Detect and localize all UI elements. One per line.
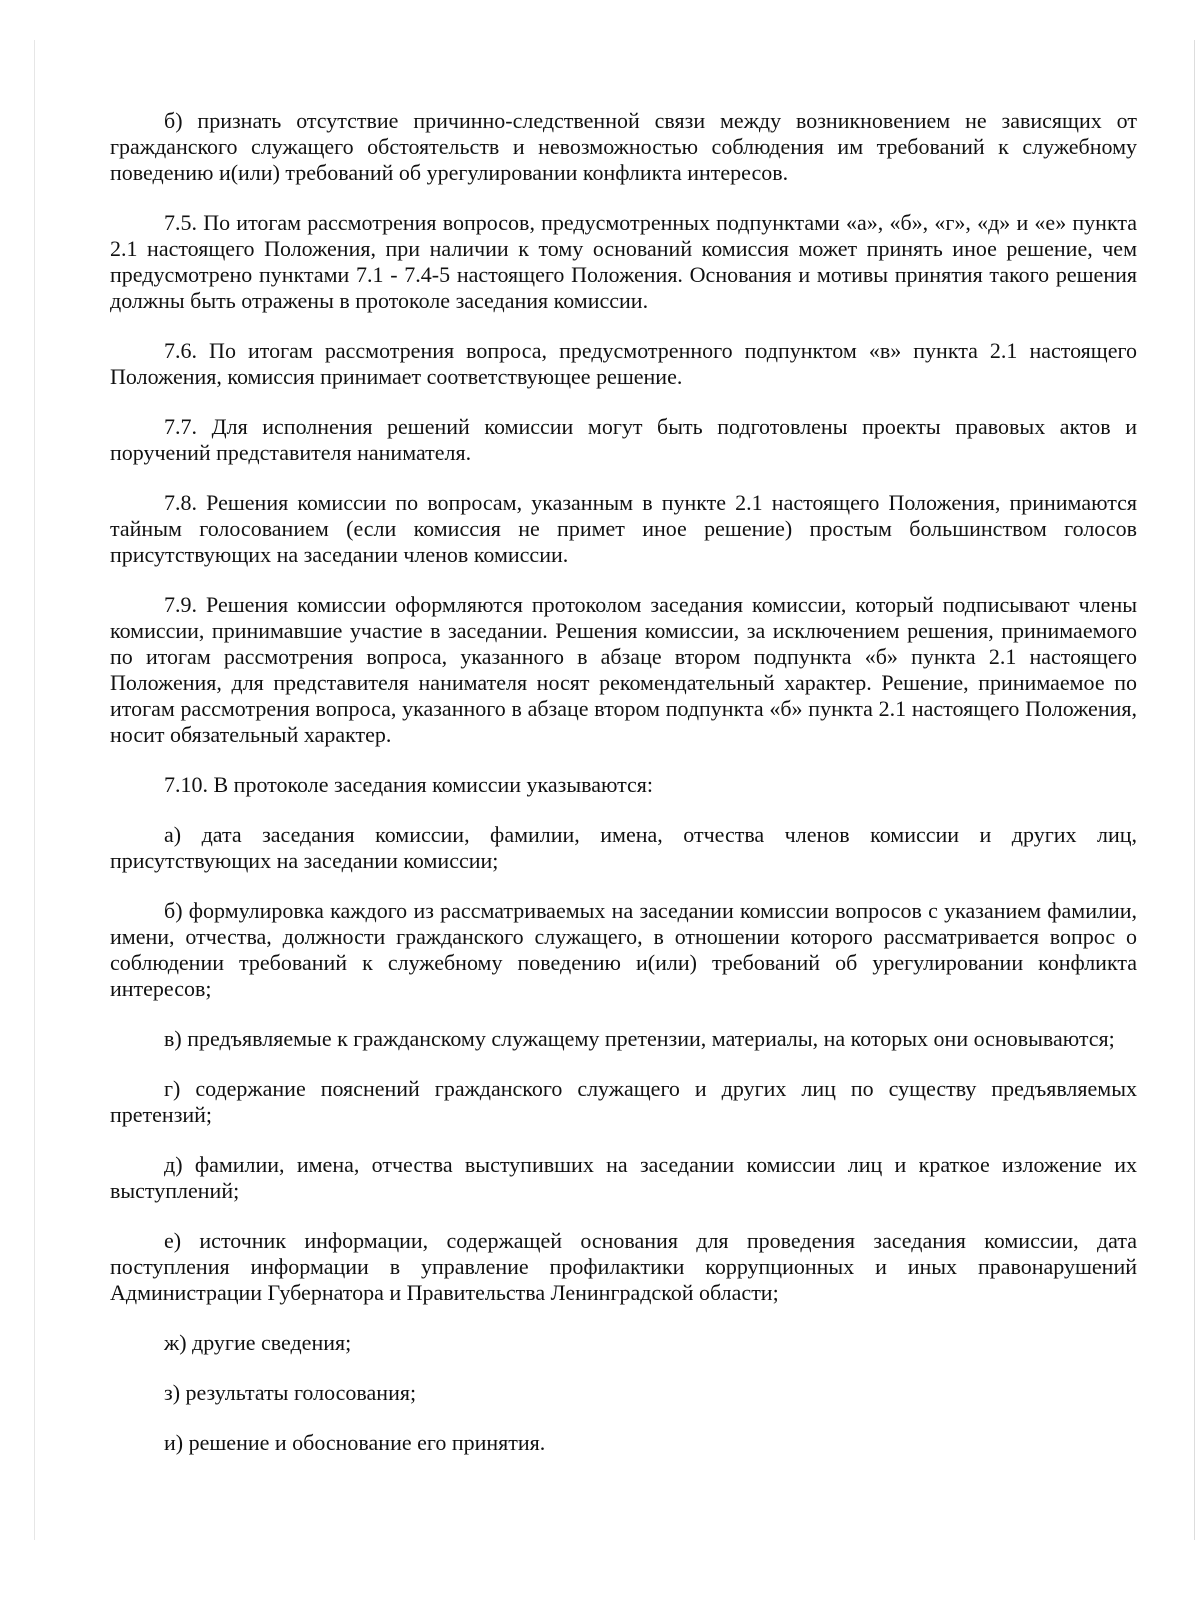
paragraph-7-10: 7.10. В протоколе заседания комиссии указываются: [164,772,653,797]
list-item-z: з) результаты голосования; [164,1380,417,1405]
document-body [110,108,1137,1480]
list-item-g: г) содержание пояснений гражданского служащего и других лиц по существу предъявляемых претензий; [110,1076,1137,1127]
list-item-i: и) решение и обоснование его принятия. [164,1430,546,1455]
paragraph-7-9: 7.9. Решения комиссии оформляются протоколом заседания комиссии, который подписывают члены комиссии, принимавшие участие в заседании. Решения комиссии, за исключением решения, принимаемого по итогам рассмотрения вопроса, указанного в абзаце втором подпункта «б» пункта 2.1 настоящего Положения, для представителя нанимателя носят рекомендательный характер. Решение, принимаемое по итогам рассмотрения вопроса, указанного в абзаце втором подпункта «б» пункта 2.1 настоящего Положения, носит обязательный характер. [110,592,1137,747]
list-item-zh: ж) другие сведения; [164,1330,352,1355]
scan-edge-right [1194,40,1195,1540]
list-item-a: а) дата заседания комиссии, фамилии, имена, отчества членов комиссии и других лиц, присутствующих на заседании комиссии; [110,822,1137,873]
paragraph-7-5: 7.5. По итогам рассмотрения вопросов, предусмотренных подпунктами «а», «б», «г», «д» и «е» пункта 2.1 настоящего Положения, при наличии к тому оснований комиссия может принять иное решение, чем предусмотрено пунктами 7.1 - 7.4-5 настоящего Положения. Основания и мотивы принятия такого решения должны быть отражены в протоколе заседания комиссии. [110,210,1137,313]
paragraph-b-recognize-no-causal-link: б) признать отсутствие причинно-следственной связи между возникновением не зависящих от гражданского служащего обстоятельств и невозможностью соблюдения им требований к служебному поведению и(или) требований об урегулировании конфликта интересов. [110,108,1137,185]
list-item-b: б) формулировка каждого из рассматриваемых на заседании комиссии вопросов с указанием фамилии, имени, отчества, должности гражданского служащего, в отношении которого рассматривается вопрос о соблюдении требований к служебному поведению и(или) требований об урегулировании конфликта интересов; [110,898,1137,1001]
list-item-e: е) источник информации, содержащей основания для проведения заседания комиссии, дата поступления информации в управление профилактики коррупционных и иных правонарушений Администрации Губернатора и Правительства Ленинградской области; [110,1228,1137,1305]
scan-edge-left [34,40,35,1540]
list-item-v: в) предъявляемые к гражданскому служащему претензии, материалы, на которых они основываются; [164,1026,1115,1051]
paragraph-7-6: 7.6. По итогам рассмотрения вопроса, предусмотренного подпунктом «в» пункта 2.1 настоящего Положения, комиссия принимает соответствующее решение. [110,338,1137,389]
list-item-d: д) фамилии, имена, отчества выступивших на заседании комиссии лиц и краткое изложение их выступлений; [110,1152,1137,1203]
paragraph-7-8: 7.8. Решения комиссии по вопросам, указанным в пункте 2.1 настоящего Положения, принимаются тайным голосованием (если комиссия не примет иное решение) простым большинством голосов присутствующих на заседании членов комиссии. [110,490,1137,567]
paragraph-7-7: 7.7. Для исполнения решений комиссии могут быть подготовлены проекты правовых актов и поручений представителя нанимателя. [110,414,1137,465]
